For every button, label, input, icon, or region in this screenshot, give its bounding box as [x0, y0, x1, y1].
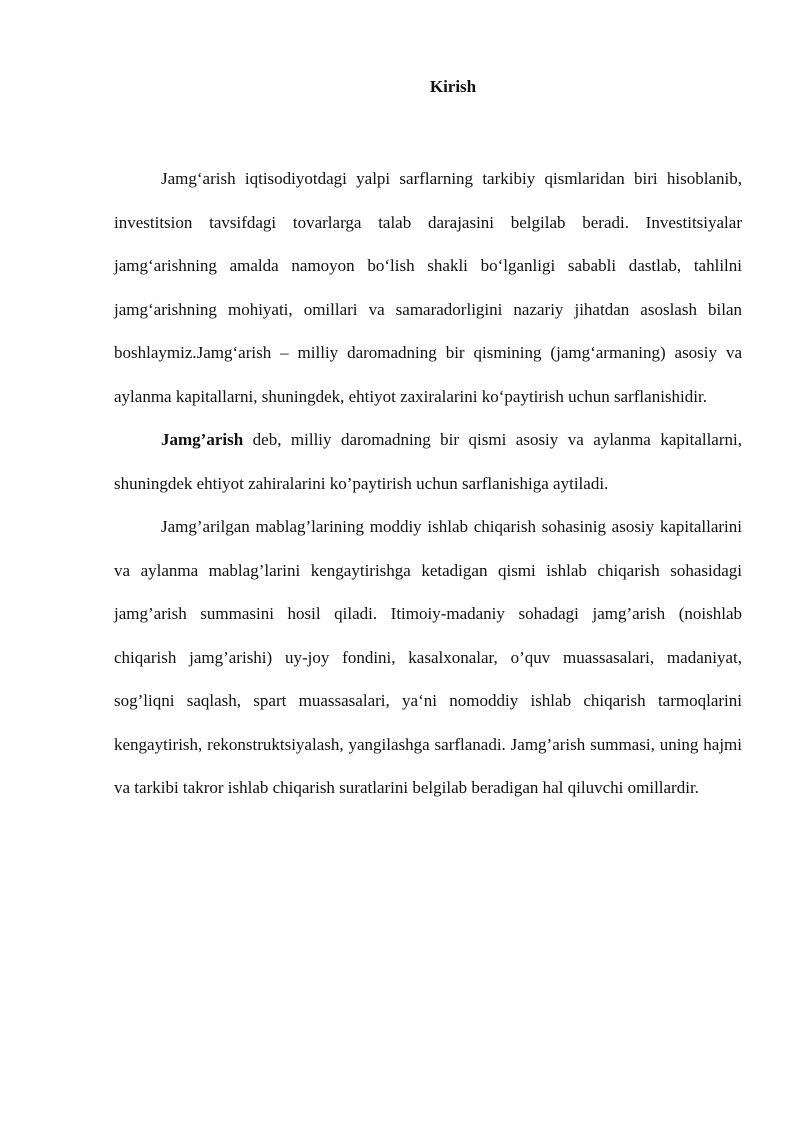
page-title: Kirish [429, 77, 477, 96]
paragraph-1-text: Jamg‘arish iqtisodiyotdagi yalpi sarflarning tarkibiy qismlaridan biri hisoblanib, investitsion tavsifdagi tovarlarga talab darajasini belgilab beradi. Investitsiyalar jamg‘arishning amalda namoyon bo‘lish shakli bo‘lganligi sababli dastlab, tahlilni jamg‘arishning mohiyati, omillari va samaradorligini nazariy jihatdan asoslash bilan boshlaymiz.Jamg‘arish – milliy daromadning bir qismining (jamg‘armaning) asosiy va aylanma kapitallarni, shuningdek, ehtiyot zaxiralarini ko‘paytirish uchun sarflanishidir. [114, 169, 742, 406]
defined-term: Jamg’arish [161, 430, 244, 449]
paragraph-1 [114, 157, 742, 418]
paragraph-3-text: Jamg’arilgan mablag’larining moddiy ishlab chiqarish sohasinig asosiy kapitallarini va aylanma mablag’larini kengaytirishga ketadigan qismi ishlab chiqarish sohasidagi jamg’arish summasini hosil qiladi. Itimoiy-madaniy sohadagi jamg’arish (noishlab chiqarish jamg’arishi) uy-joy fondini, kasalxonalar, o’quv muassasalari, madaniyat, sog’liqni saqlash, spart muassasalari, ya‘ni nomoddiy ishlab chiqarish tarmoqlarini kengaytirish, rekonstruktsiyalash, yangilashga sarflanadi. Jamg’arish summasi, uning hajmi va tarkibi takror ishlab chiqarish suratlarini belgilab beradigan hal qiluvchi omillardir. [114, 517, 742, 797]
paragraph-2-text: deb, milliy daromadning bir qismi asosiy va aylanma kapitallarni, shuningdek ehtiyot zahiralarini ko’paytirish uchun sarflanishiga aytiladi. [114, 430, 742, 493]
document-body [114, 157, 742, 810]
paragraph-2 [114, 418, 742, 505]
paragraph-3 [114, 505, 742, 810]
